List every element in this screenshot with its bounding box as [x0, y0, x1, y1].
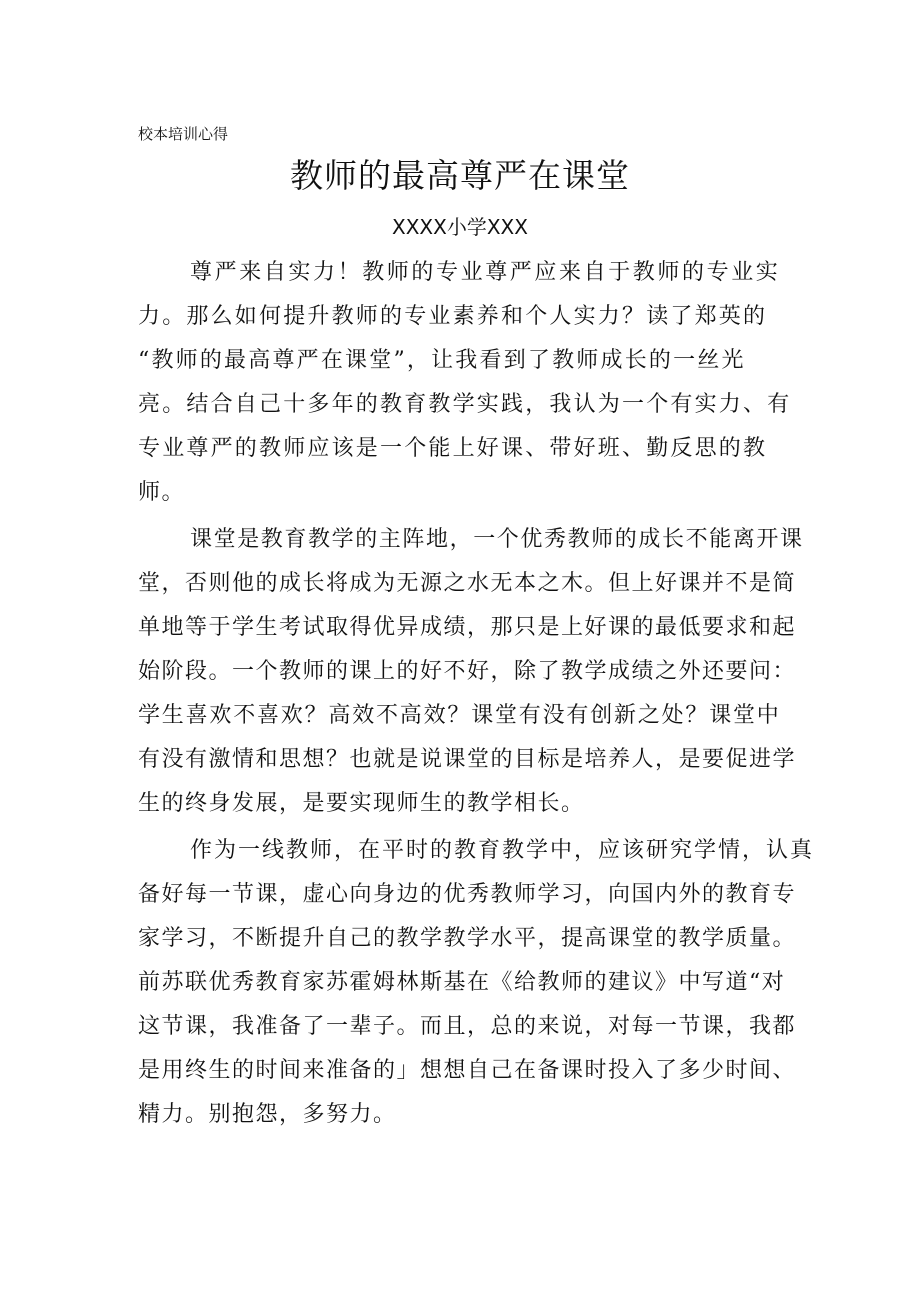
header-note: 校本培训心得 — [138, 125, 229, 143]
paragraph-line: 学生喜欢不喜欢？高效不高效？课堂有没有创新之处？课堂中 — [138, 703, 781, 728]
paragraph-line: 前苏联优秀教育家苏霍姆林斯基在《给教师的建议》中写道“对 — [138, 970, 786, 995]
paragraph-line: 专业尊严的教师应该是一个能上好课、带好班、勤反思的教 — [138, 436, 768, 461]
paragraph-line: “教师的最高尊严在课堂”，让我看到了教师成长的一丝光 — [138, 348, 746, 373]
paragraph-line: 师。 — [138, 480, 186, 505]
author-line: XXXX小学XXX — [392, 215, 528, 239]
paragraph-line: 单地等于学生考试取得优异成绩，那只是上好课的最低要求和起 — [138, 615, 797, 640]
paragraph-line: 有没有激情和思想？也就是说课堂的目标是培养人，是要促进学 — [138, 747, 797, 772]
paragraph-line: 力。那么如何提升教师的专业素养和个人实力？读了郑英的 — [138, 304, 768, 329]
paragraph-line: 这节课，我准备了一辈子。而且，总的来说，对每一节课，我都 — [138, 1014, 797, 1039]
paragraph-line: 始阶段。一个教师的课上的好不好，除了教学成绩之外还要问： — [138, 659, 797, 684]
paragraph-line: 亮。结合自己十多年的教育教学实践，我认为一个有实力、有 — [138, 392, 792, 417]
document-title: 教师的最高尊严在课堂 — [290, 156, 630, 195]
paragraph-line: 是用终生的时间来准备的」想想自己在备课时投入了多少时间、 — [138, 1058, 797, 1083]
paragraph-line: 精力。别抱怨，多努力。 — [138, 1102, 397, 1127]
paragraph-line: 尊严来自实力！教师的专业尊严应来自于教师的专业实 — [190, 260, 781, 285]
paragraph-line: 备好每一节课，虚心向身边的优秀教师学习，向国内外的教育专 — [138, 882, 797, 907]
paragraph-line: 家学习，不断提升自己的教学教学水平，提高课堂的教学质量。 — [138, 926, 797, 951]
paragraph-line: 作为一线教师，在平时的教育教学中，应该研究学情，认真 — [190, 838, 815, 863]
paragraph-line: 堂，否则他的成长将成为无源之水无本之木。但上好课并不是简 — [138, 571, 797, 596]
paragraph-line: 课堂是教育教学的主阵地，一个优秀教师的成长不能离开课 — [190, 527, 804, 552]
paragraph-line: 生的终身发展，是要实现师生的教学相长。 — [138, 791, 585, 816]
